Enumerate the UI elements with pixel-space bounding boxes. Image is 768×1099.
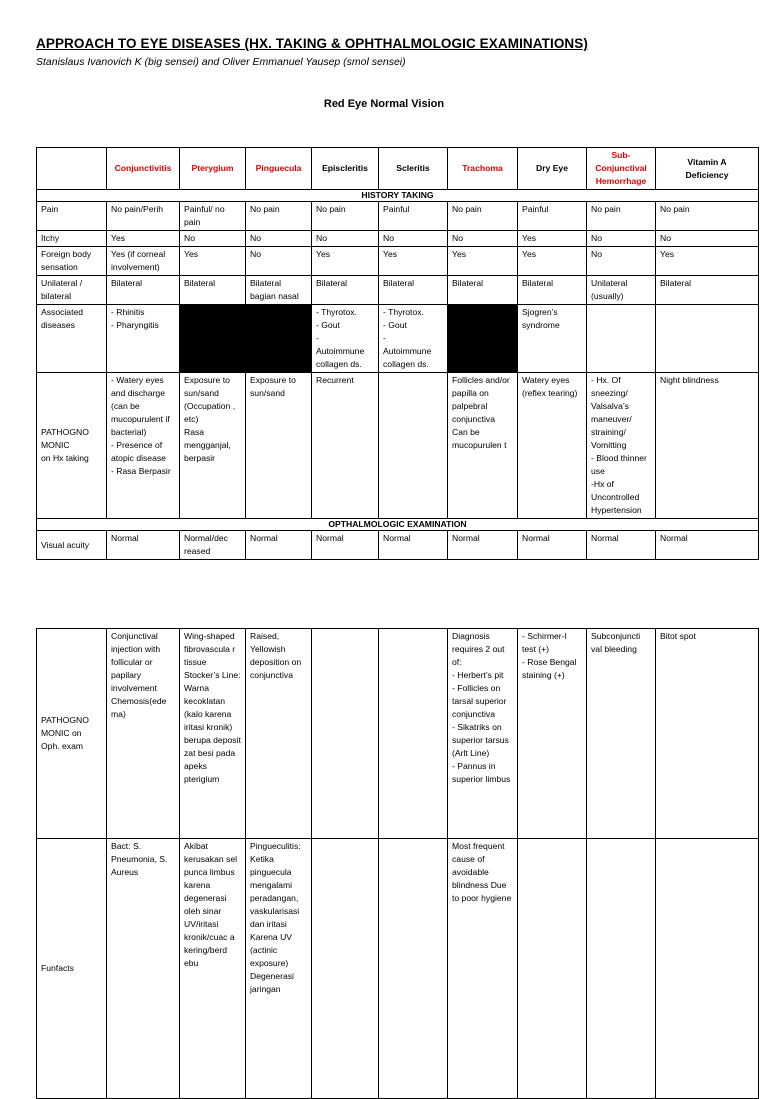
table-row [37, 373, 759, 519]
column-header: Vitamin A Deficiency [656, 148, 759, 190]
row-label: Itchy [37, 231, 107, 247]
section-title: Red Eye Normal Vision [323, 98, 445, 110]
table-cell: No [587, 231, 656, 247]
table-cell: Bitot spot [656, 629, 759, 839]
table-cell: Bilateral [448, 276, 518, 305]
table-cell: Bilateral [518, 276, 587, 305]
row-label: Pain [37, 202, 107, 231]
table-cell [312, 839, 379, 1099]
table-row [37, 531, 759, 560]
table-row [37, 305, 759, 373]
table-cell: No [656, 231, 759, 247]
table-cell: No pain/Perih [107, 202, 180, 231]
oph-exam-table [36, 628, 759, 1099]
table-cell: Normal [246, 531, 312, 560]
column-header: Conjunctivitis [107, 148, 180, 190]
table-row [37, 247, 759, 276]
table-cell: Pingueculitis: Ketika pinguecula mengalami peradangan, vaskularisasi dan iritasi Karena UV (actinic exposure) Degenerasi jaringan [246, 839, 312, 1099]
table-cell: Yes [448, 247, 518, 276]
blocked-cell [246, 305, 312, 373]
table-cell: Unilateral (usually) [587, 276, 656, 305]
table-cell [587, 305, 656, 373]
table-cell: Yes [379, 247, 448, 276]
authors-line: Stanislaus Ivanovich K (big sensei) and Oliver Emmanuel Yausep (smol sensei) [36, 56, 406, 68]
table-cell: Normal [312, 531, 379, 560]
history-taking-header: HISTORY TAKING [37, 190, 759, 202]
table-cell: No [246, 247, 312, 276]
table-cell: No [379, 231, 448, 247]
table-cell: Yes [107, 231, 180, 247]
table-cell: No pain [246, 202, 312, 231]
column-header: Sub- Conjunctival Hemorrhage [587, 148, 656, 190]
table-cell: Normal [448, 531, 518, 560]
column-header-row [37, 148, 759, 190]
table-cell: - Rhinitis - Pharyngitis [107, 305, 180, 373]
table-cell: Normal/dec reased [180, 531, 246, 560]
table-cell: No [180, 231, 246, 247]
table-row [37, 276, 759, 305]
table-cell: No [587, 247, 656, 276]
table-cell: Bact: S. Pneumonia, S. Aureus [107, 839, 180, 1099]
table-cell: Follicles and/or papilla on palpebral conjunctiva Can be mucopurulen t [448, 373, 518, 519]
table-cell: Bilateral [107, 276, 180, 305]
column-header: Trachoma [448, 148, 518, 190]
header-corner [37, 148, 107, 190]
table-cell [518, 839, 587, 1099]
table-cell: Wing-shaped fibrovascula r tissue Stocker’s Line: Warna kecoklatan (kalo karena iritasi kronik) berupa deposit zat besi pada apeks pterigium [180, 629, 246, 839]
document-title: APPROACH TO EYE DISEASES (HX. TAKING & OPHTHALMOLOGIC EXAMINATIONS) [36, 36, 588, 51]
table-cell [379, 373, 448, 519]
row-label: Funfacts [37, 839, 107, 1099]
table-cell: Watery eyes (reflex tearing) [518, 373, 587, 519]
table-row [37, 839, 759, 1099]
table-cell [379, 629, 448, 839]
table-cell: Normal [518, 531, 587, 560]
table-cell: Bilateral bagian nasal [246, 276, 312, 305]
row-label: PATHOGNO MONIC on Hx taking [37, 373, 107, 519]
row-label: Unilateral / bilateral [37, 276, 107, 305]
table-cell [587, 839, 656, 1099]
table-cell: - Thyrotox. - Gout - Autoimmune collagen ds. [312, 305, 379, 373]
table-cell: Yes [518, 231, 587, 247]
table-cell: Yes [518, 247, 587, 276]
column-header: Pinguecula [246, 148, 312, 190]
table-cell: - Schirmer-I test (+) - Rose Bengal staining (+) [518, 629, 587, 839]
table-cell: Normal [379, 531, 448, 560]
column-header: Dry Eye [518, 148, 587, 190]
table-cell: Diagnosis requires 2 out of: - Herbert’s pit - Follicles on tarsal superior conjunctiva - Sikatriks on superior tarsus (Arlt Line) - Pannus in superior limbus [448, 629, 518, 839]
table-cell [379, 839, 448, 1099]
row-label: PATHOGNO MONIC on Oph. exam [37, 629, 107, 839]
table-cell: Normal [107, 531, 180, 560]
column-header: Scleritis [379, 148, 448, 190]
table-cell: Painful/ no pain [180, 202, 246, 231]
table-cell: Normal [587, 531, 656, 560]
table-cell: No [312, 231, 379, 247]
column-header: Episcleritis [312, 148, 379, 190]
table-cell: Akibat kerusakan sel punca limbus karena degenerasi oleh sinar UV/iritasi kronik/cuac a kering/berd ebu [180, 839, 246, 1099]
table-cell: Yes (if corneal involvement) [107, 247, 180, 276]
table-cell [656, 305, 759, 373]
table-cell: Most frequent cause of avoidable blindness Due to poor hygiene [448, 839, 518, 1099]
table-cell: Bilateral [180, 276, 246, 305]
table-row [37, 202, 759, 231]
table-cell: - Hx. Of sneezing/ Valsalva’s maneuver/ straining/ Vomitting - Blood thinner use -Hx of Uncontrolled Hypertension [587, 373, 656, 519]
table-cell: Normal [656, 531, 759, 560]
row-label: Visual acuity [37, 531, 107, 560]
table-cell: Yes [180, 247, 246, 276]
table-cell: No [448, 231, 518, 247]
table-cell: Yes [656, 247, 759, 276]
row-label: Foreign body sensation [37, 247, 107, 276]
table-cell: Bilateral [379, 276, 448, 305]
table-cell: Painful [379, 202, 448, 231]
row-label: Associated diseases [37, 305, 107, 373]
table-cell: Painful [518, 202, 587, 231]
table-cell: Bilateral [656, 276, 759, 305]
exam-section-row [37, 519, 759, 531]
table-row [37, 629, 759, 839]
table-cell: Night blindness [656, 373, 759, 519]
blocked-cell [180, 305, 246, 373]
table-cell: Bilateral [312, 276, 379, 305]
table-cell: No [246, 231, 312, 247]
history-section-row [37, 190, 759, 202]
table-cell [656, 839, 759, 1099]
table-cell: Yes [312, 247, 379, 276]
table-cell: Subconjuncti val bleeding [587, 629, 656, 839]
table-cell: No pain [587, 202, 656, 231]
ophthalmologic-exam-header: OPTHALMOLOGIC EXAMINATION [37, 519, 759, 531]
table-cell: Exposure to sun/sand (Occupation , etc) Rasa mengganjal, berpasir [180, 373, 246, 519]
table-cell: Conjunctival injection with follicular or papilary involvement Chemosis(ede ma) [107, 629, 180, 839]
table-cell: Exposure to sun/sand [246, 373, 312, 519]
table-cell: Sjogren’s syndrome [518, 305, 587, 373]
blocked-cell [448, 305, 518, 373]
history-exam-table [36, 147, 759, 560]
table-cell: No pain [448, 202, 518, 231]
table-cell: Raised, Yellowish deposition on conjunctiva [246, 629, 312, 839]
table-cell: - Thyrotox. - Gout - Autoimmune collagen ds. [379, 305, 448, 373]
table-cell [312, 629, 379, 839]
table-row [37, 231, 759, 247]
table-cell: No pain [312, 202, 379, 231]
table-cell: - Watery eyes and discharge (can be mucopurulent if bacterial) - Presence of atopic disease - Rasa Berpasir [107, 373, 180, 519]
column-header: Pterygium [180, 148, 246, 190]
table-cell: No pain [656, 202, 759, 231]
table-cell: Recurrent [312, 373, 379, 519]
